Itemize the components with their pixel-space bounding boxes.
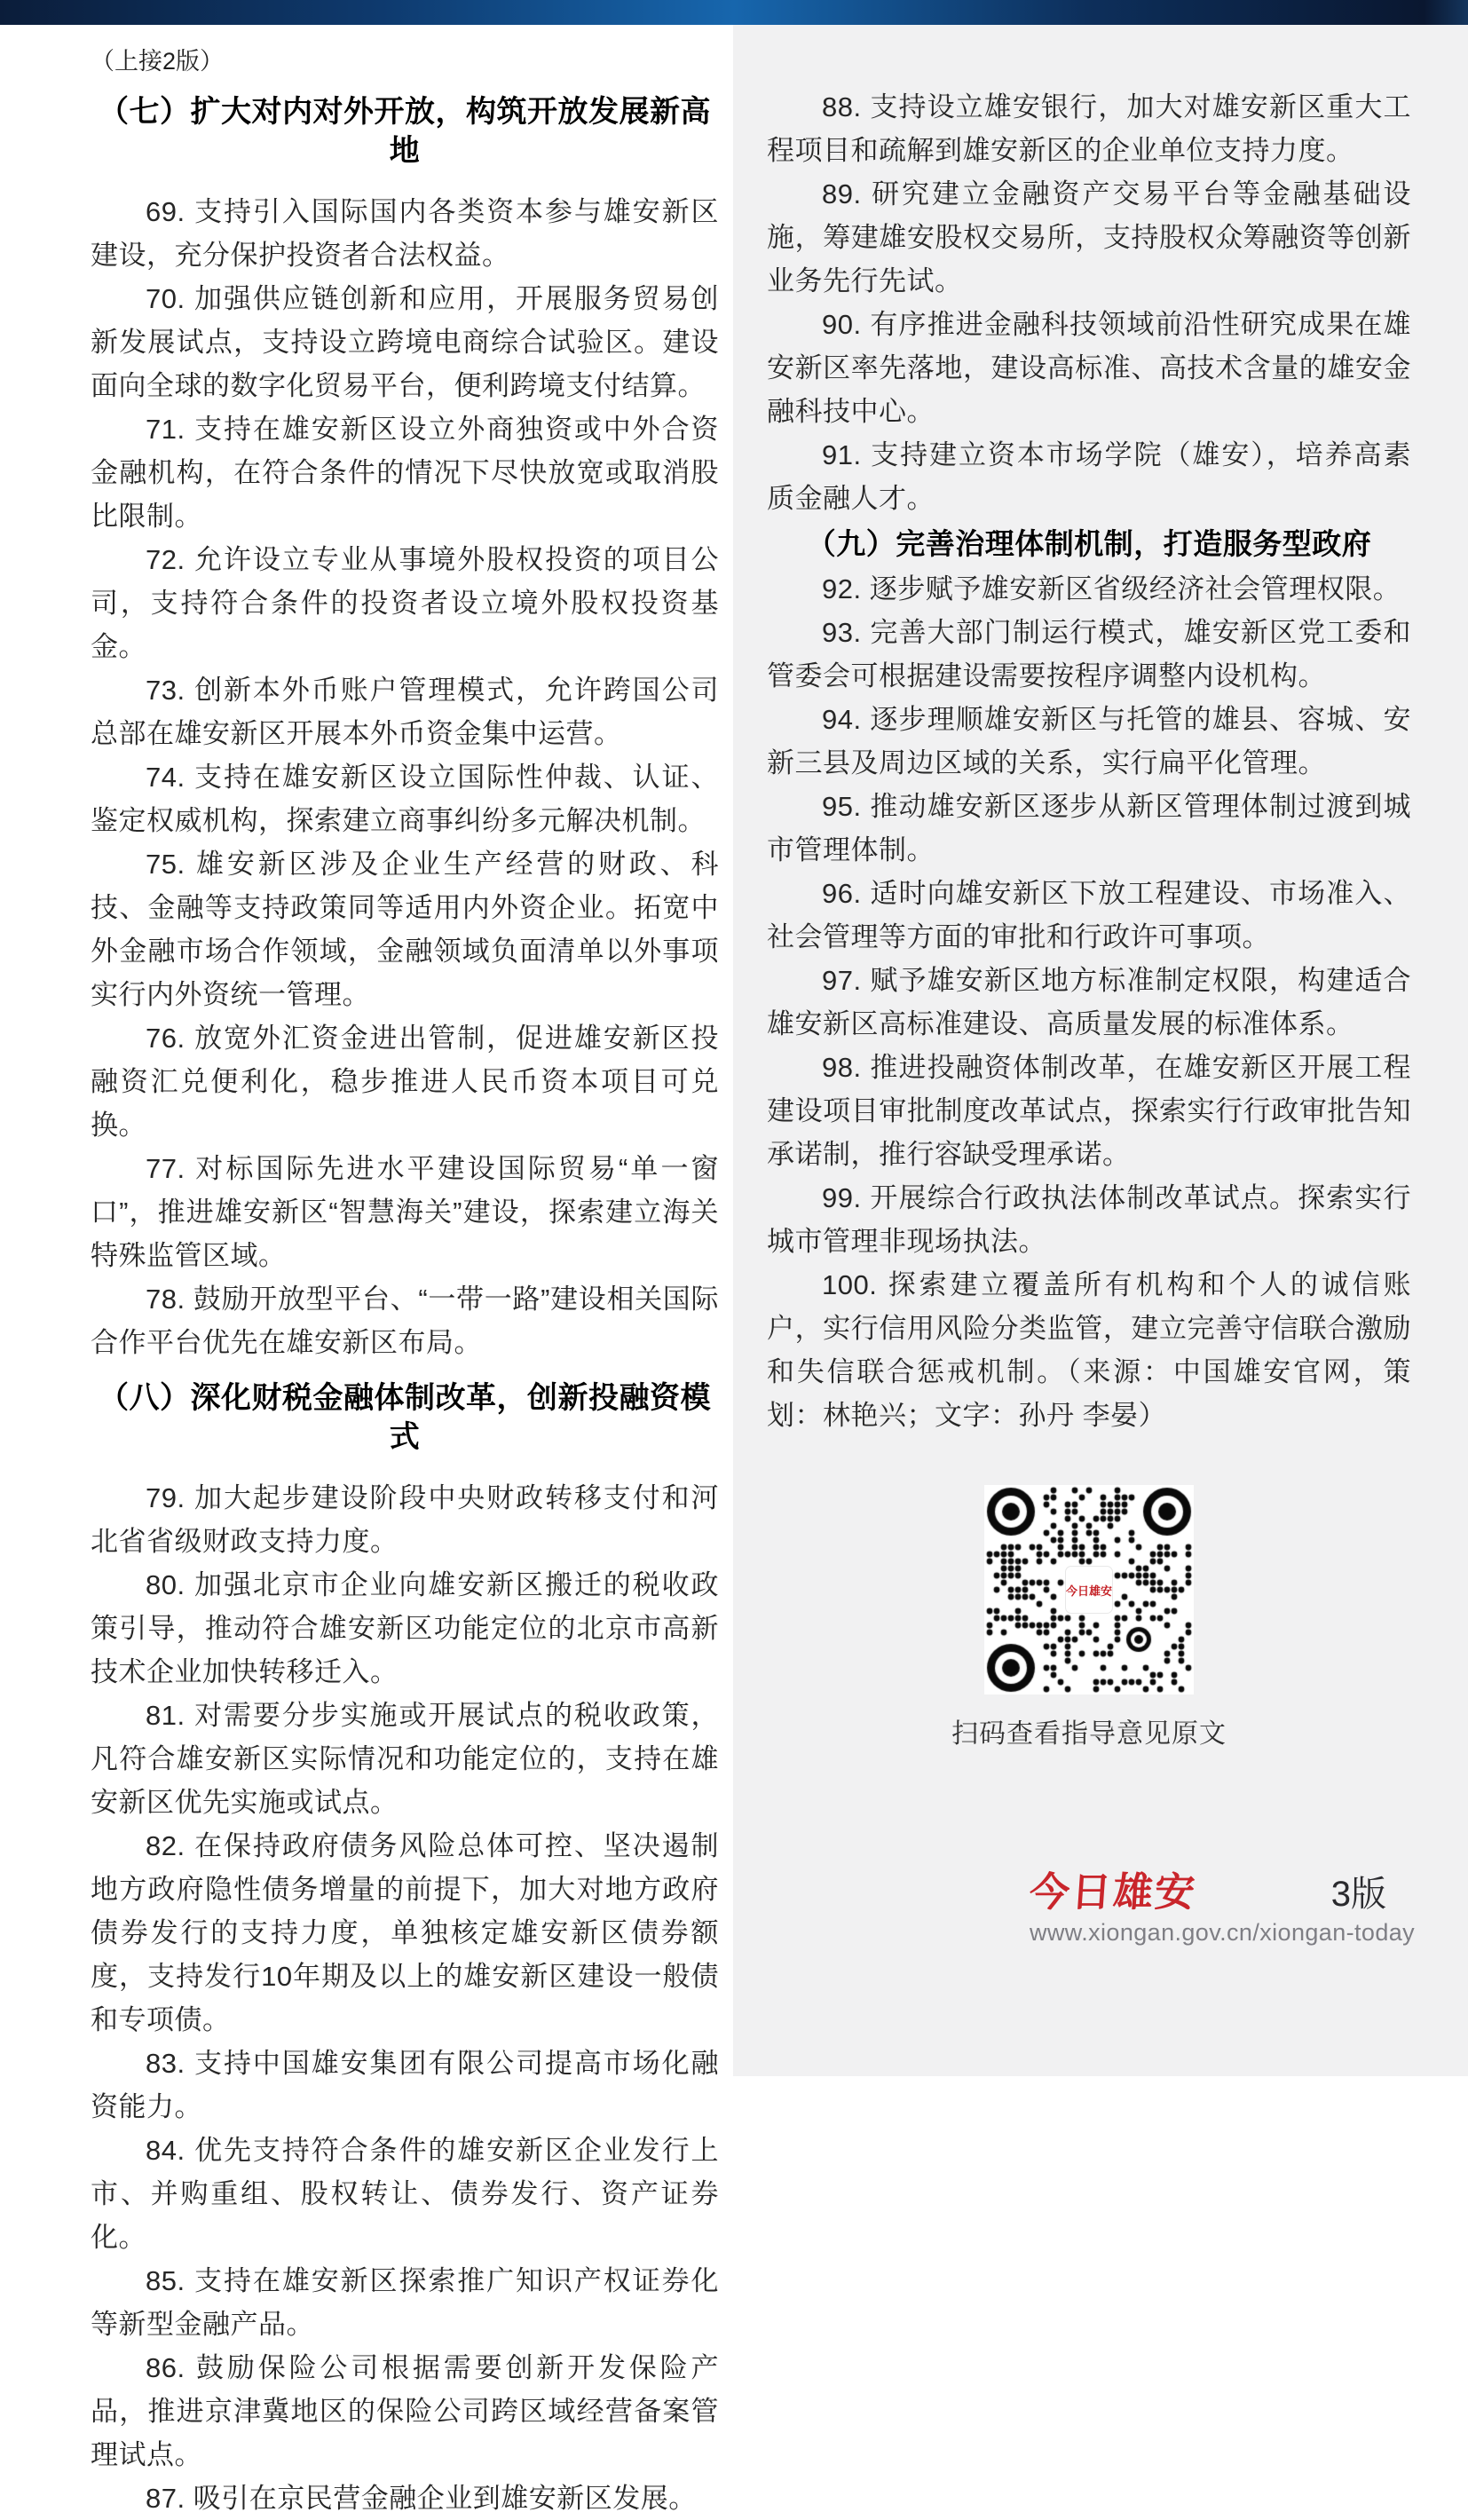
policy-item: 90. 有序推进金融科技领域前沿性研究成果在雄安新区率先落地，建设高标准、高技术含量的雄安金融科技中心。 — [767, 309, 1411, 427]
policy-item: 94. 逐步理顺雄安新区与托管的雄县、容城、安新三县及周边区域的关系，实行扁平化管理。 — [767, 704, 1411, 778]
qr-center-label: 今日雄安 — [1066, 1567, 1112, 1613]
policy-item: 85. 支持在雄安新区探索推广知识产权证券化等新型金融产品。 — [91, 2265, 719, 2340]
policy-item: 83. 支持中国雄安集团有限公司提高市场化融资能力。 — [91, 2048, 719, 2122]
right-column — [767, 85, 1411, 1750]
policy-item: 77. 对标国际先进水平建设国际贸易“单一窗口”，推进雄安新区“智慧海关”建设，探索建立海关特殊监管区域。 — [91, 1153, 719, 1271]
continuation-note: （上接2版） — [91, 48, 225, 75]
policy-item: 78. 鼓励开放型平台、“一带一路”建设相关国际合作平台优先在雄安新区布局。 — [91, 1284, 719, 1358]
policy-item: 91. 支持建立资本市场学院（雄安），培养高素质金融人才。 — [767, 439, 1411, 514]
section-heading: （九）完善治理体制机制，打造服务型政府 — [806, 527, 1372, 560]
policy-item: 73. 创新本外币账户管理模式，允许跨国公司总部在雄安新区开展本外币资金集中运营。 — [91, 675, 719, 749]
policy-item: 100. 探索建立覆盖所有机构和个人的诚信账户，实行信用风险分类监管，建立完善守信联合激励和失信联合惩戒机制。（来源：中国雄安官网，策划：林艳兴；文字：孙丹 李晏） — [767, 1269, 1411, 1431]
policy-item: 86. 鼓励保险公司根据需要创新开发保险产品，推进京津冀地区的保险公司跨区域经营备案管理试点。 — [91, 2352, 719, 2470]
website-url: www.xiongan.gov.cn/xiongan-today — [1030, 1919, 1416, 1946]
policy-item: 70. 加强供应链创新和应用，开展服务贸易创新发展试点，支持设立跨境电商综合试验区。建设面向全球的数字化贸易平台，便利跨境支付结算。 — [91, 283, 719, 401]
policy-item: 71. 支持在雄安新区设立外商独资或中外合资金融机构，在符合条件的情况下尽快放宽或取消股比限制。 — [91, 414, 719, 532]
policy-item: 84. 优先支持符合条件的雄安新区企业发行上市、并购重组、股权转让、债券发行、资产证券化。 — [91, 2135, 719, 2253]
policy-item: 76. 放宽外汇资金进出管制，促进雄安新区投融资汇兑便利化，稳步推进人民币资本项目可兑换。 — [91, 1023, 719, 1141]
policy-item: 80. 加强北京市企业向雄安新区搬迁的税收政策引导，推动符合雄安新区功能定位的北京市高新技术企业加快转移迁入。 — [91, 1569, 719, 1687]
policy-item: 93. 完善大部门制运行模式，雄安新区党工委和管委会可根据建设需要按程序调整内设机构。 — [767, 617, 1411, 691]
policy-item: 92. 逐步赋予雄安新区省级经济社会管理权限。 — [822, 573, 1401, 604]
right-column-text — [767, 85, 1411, 1437]
policy-item: 88. 支持设立雄安银行，加大对雄安新区重大工程项目和疏解到雄安新区的企业单位支持力度。 — [767, 91, 1411, 166]
policy-item: 82. 在保持政府债务风险总体可控、坚决遏制地方政府隐性债务增量的前提下，加大对地方政府债券发行的支持力度，单独核定雄安新区债券额度，支持发行10年期及以上的雄安新区建设一般债和专项债。 — [91, 1830, 719, 2035]
top-banner — [0, 0, 1468, 25]
policy-item: 81. 对需要分步实施或开展试点的税收政策，凡符合雄安新区实际情况和功能定位的，支持在雄安新区优先实施或试点。 — [91, 1700, 719, 1818]
policy-item: 97. 赋予雄安新区地方标准制定权限，构建适合雄安新区高标准建设、高质量发展的标准体系。 — [767, 965, 1411, 1039]
qr-caption: 扫码查看指导意见原文 — [951, 1719, 1227, 1749]
left-column-text — [91, 46, 719, 2520]
policy-item: 96. 适时向雄安新区下放工程建设、市场准入、社会管理等方面的审批和行政许可事项。 — [767, 878, 1411, 952]
policy-item: 79. 加大起步建设阶段中央财政转移支付和河北省省级财政支持力度。 — [91, 1482, 719, 1557]
policy-item: 99. 开展综合行政执法体制改革试点。探索实行城市管理非现场执法。 — [767, 1182, 1411, 1257]
policy-item: 69. 支持引入国际国内各类资本参与雄安新区建设，充分保护投资者合法权益。 — [91, 196, 719, 271]
policy-item: 74. 支持在雄安新区设立国际性仲裁、认证、鉴定权威机构，探索建立商事纠纷多元解决机制。 — [91, 762, 719, 836]
left-column — [91, 46, 719, 2520]
policy-item: 87. 吸引在京民营金融企业到雄安新区发展。 — [146, 2483, 697, 2514]
policy-item: 89. 研究建立金融资产交易平台等金融基础设施，筹建雄安股权交易所，支持股权众筹融资等创新业务先行先试。 — [767, 178, 1411, 296]
policy-item: 95. 推动雄安新区逐步从新区管理体制过渡到城市管理体制。 — [767, 791, 1411, 865]
section-heading: （七）扩大对内对外开放，构筑开放发展新高地 — [99, 95, 711, 168]
policy-item: 72. 允许设立专业从事境外股权投资的项目公司，支持符合条件的投资者设立境外股权投资基金。 — [91, 544, 719, 662]
qr-code — [984, 1485, 1194, 1694]
footer-masthead-row — [1030, 1871, 1386, 1916]
page-number: 3版 — [1330, 1875, 1386, 1914]
policy-item: 98. 推进投融资体制改革，在雄安新区开展工程建设项目审批制度改革试点，探索实行行政审批告知承诺制，推行容缺受理承诺。 — [767, 1052, 1411, 1170]
section-heading: （八）深化财税金融体制改革，创新投融资模式 — [99, 1381, 711, 1454]
page-footer — [1028, 1870, 1416, 1947]
qr-section — [767, 1485, 1411, 1750]
policy-item: 75. 雄安新区涉及企业生产经营的财政、科技、金融等支持政策同等适用内外资企业。拓宽中外金融市场合作领域，金融领域负面清单以外事项实行内外资统一管理。 — [91, 849, 719, 1010]
masthead-logo: 今日雄安 — [1028, 1870, 1198, 1915]
